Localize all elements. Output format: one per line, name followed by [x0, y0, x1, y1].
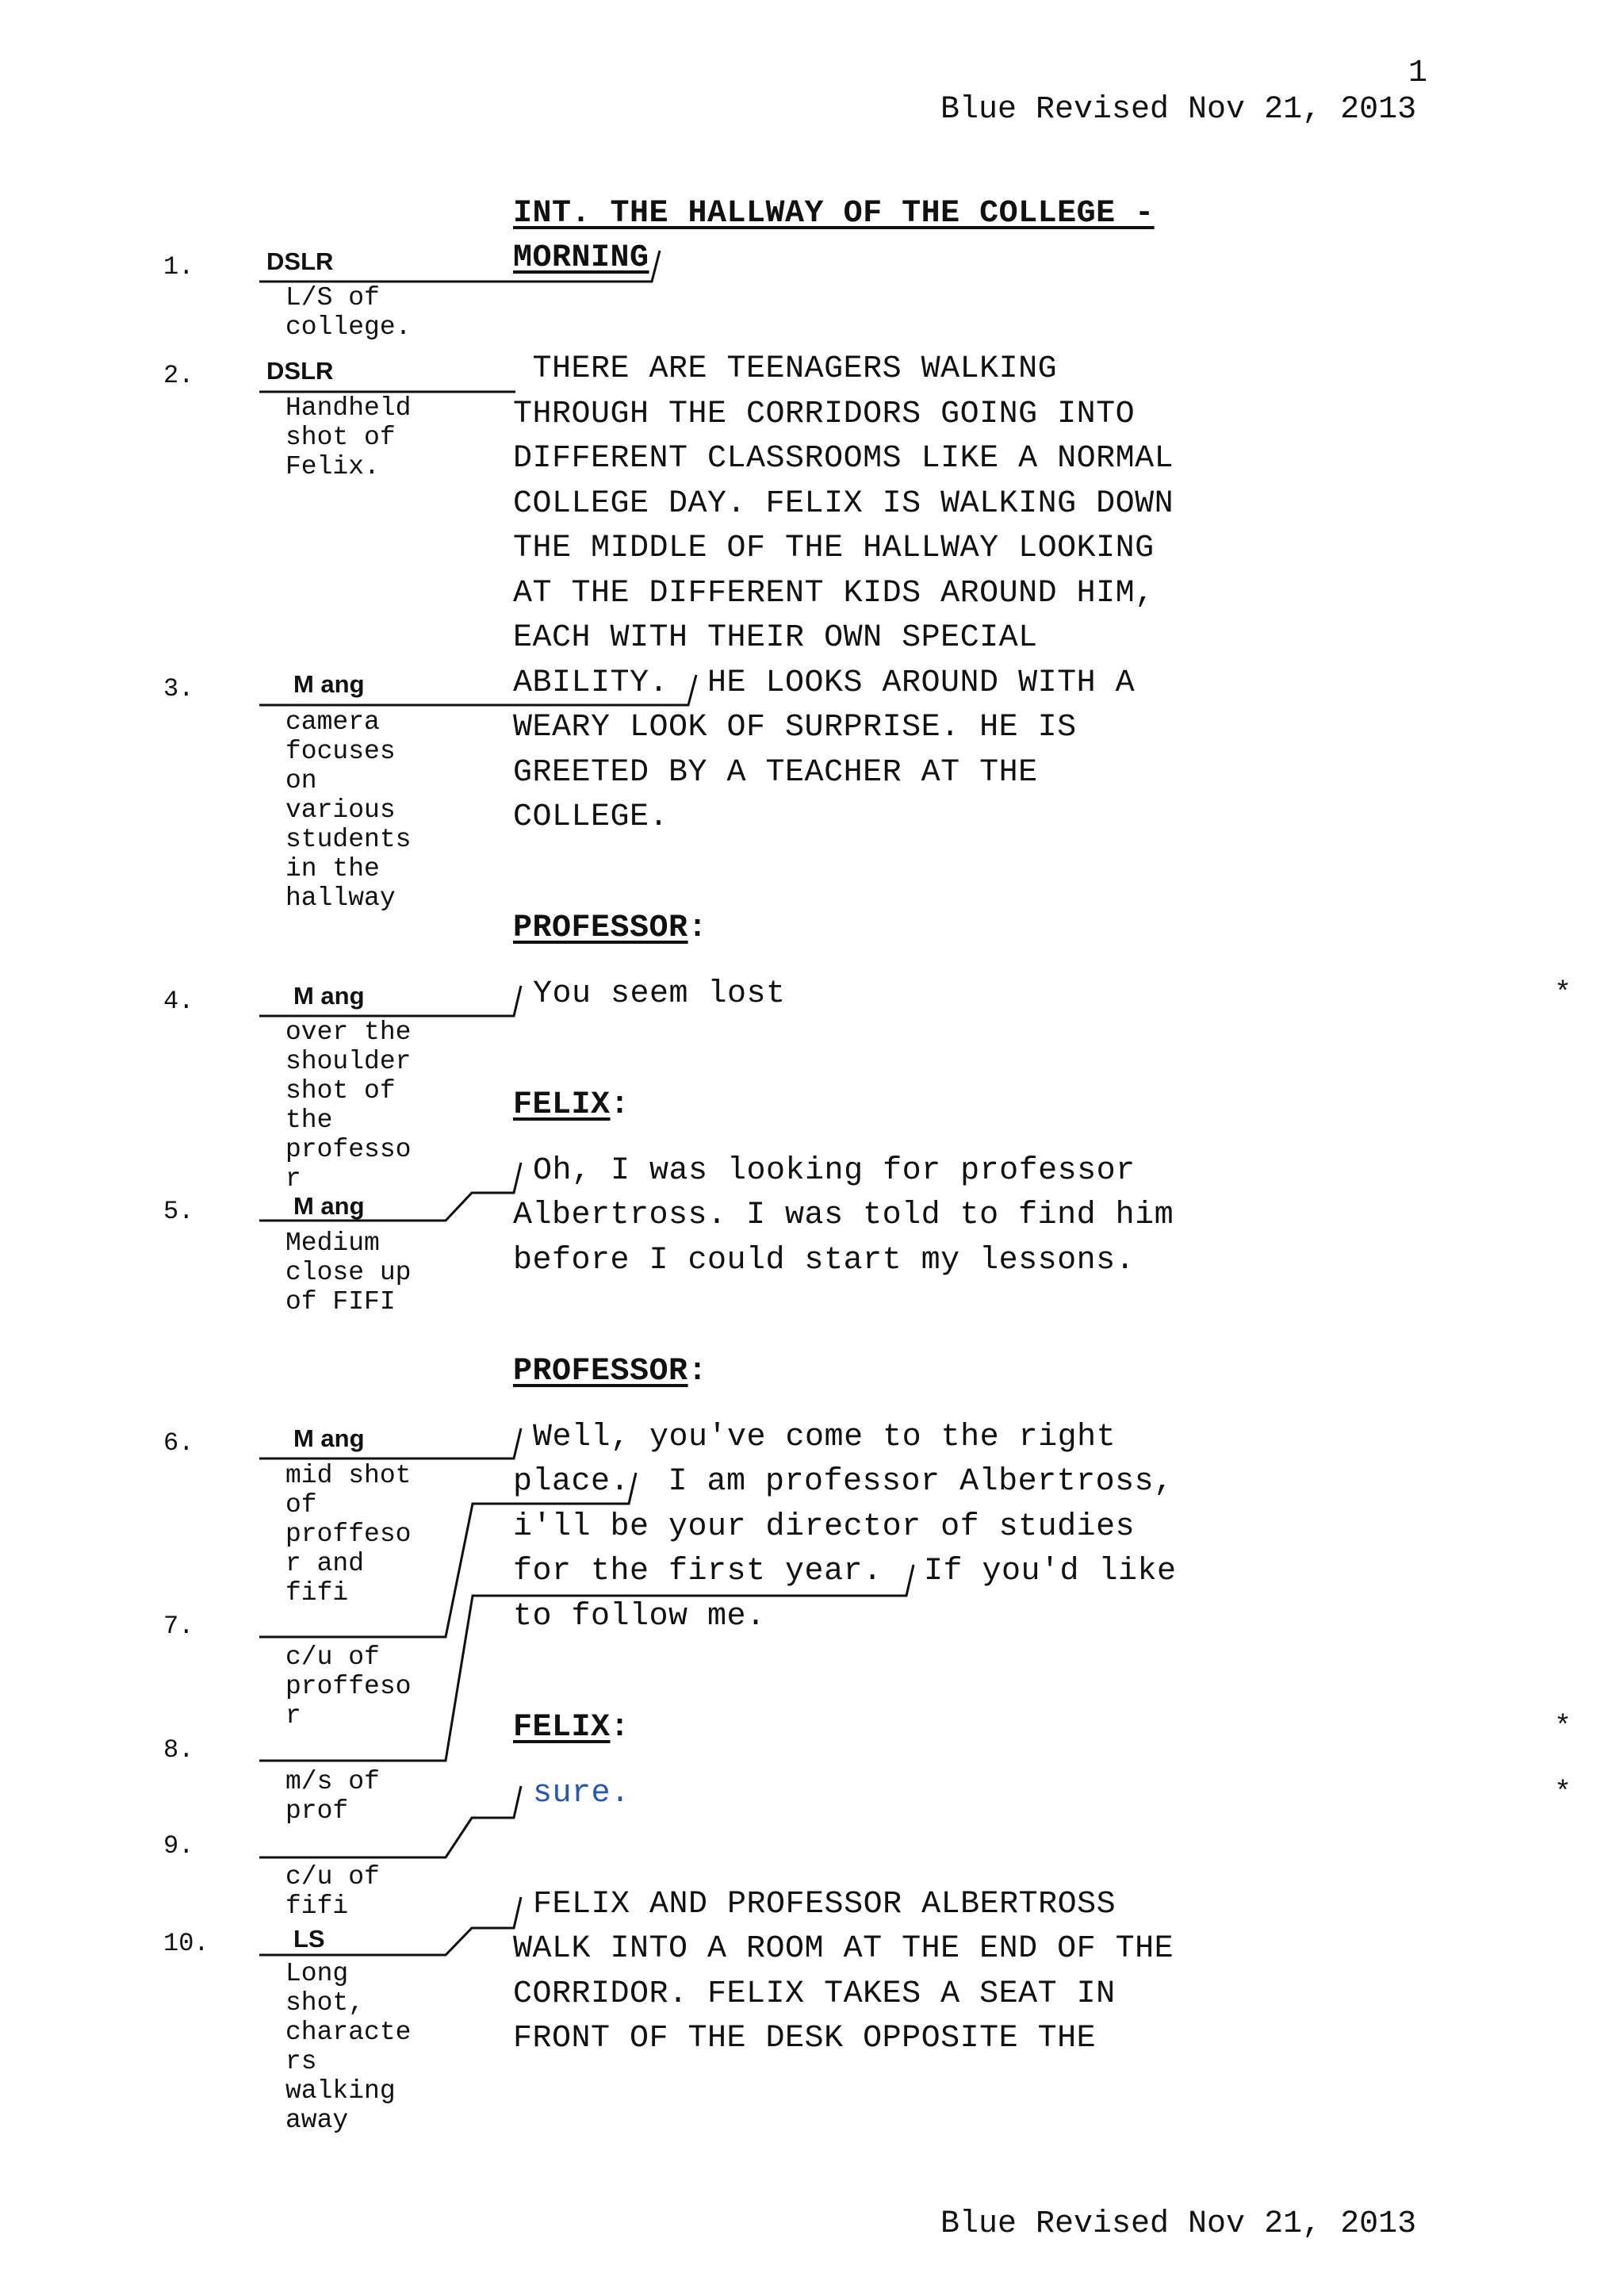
shot-type-4: M ang — [293, 982, 365, 1010]
dialogue-line: before I could start my lessons. — [513, 1243, 1136, 1278]
shot-number-8: 8. — [163, 1735, 194, 1765]
shot-description-4: over the shoulder shot of the professo r — [285, 1018, 412, 1194]
shot-number-4: 4. — [163, 987, 194, 1016]
shot-number-9: 9. — [163, 1831, 194, 1861]
scene-heading-line2: MORNING — [513, 240, 649, 276]
shot-number-2: 2. — [163, 361, 194, 390]
dialogue-line: You seem lost — [533, 976, 786, 1012]
revision-mark: * — [1554, 977, 1572, 1010]
dialogue-line-revised: sure. — [533, 1776, 630, 1811]
shot-description-6: mid shot of proffeso r and fifi — [285, 1461, 412, 1608]
action-line: COLLEGE. — [513, 799, 669, 835]
shot-type-2: DSLR — [266, 357, 334, 385]
action-line: FRONT OF THE DESK OPPOSITE THE — [513, 2021, 1097, 2056]
dialogue-line: i'll be your director of studies — [513, 1509, 1136, 1545]
action-line: COLLEGE DAY. FELIX IS WALKING DOWN — [513, 486, 1174, 522]
shot-description-1: L/S of college. — [285, 283, 412, 342]
shot-type-3: M ang — [293, 670, 365, 698]
shot-number-5: 5. — [163, 1197, 194, 1226]
action-line-split-before: ABILITY. — [513, 665, 669, 701]
action-line: WALK INTO A ROOM AT THE END OF THE — [513, 1931, 1174, 1967]
page-number: 1 — [1408, 56, 1428, 91]
character-name-professor: PROFESSOR: — [513, 1354, 708, 1389]
shot-number-10: 10. — [163, 1929, 209, 1958]
shot-description-3: camera focuses on various students in the hallway — [285, 707, 412, 913]
dialogue-line-part: place. — [513, 1464, 630, 1500]
dialogue-line-part: for the first year. — [513, 1554, 883, 1589]
action-line: THERE ARE TEENAGERS WALKING — [513, 351, 1058, 387]
action-line: AT THE DIFFERENT KIDS AROUND HIM, — [513, 576, 1155, 611]
shot-number-6: 6. — [163, 1428, 194, 1458]
shot-description-9: c/u of fifi — [285, 1862, 380, 1921]
action-line: EACH WITH THEIR OWN SPECIAL — [513, 620, 1038, 656]
shot-number-7: 7. — [163, 1612, 194, 1641]
action-line: WEARY LOOK OF SURPRISE. HE IS — [513, 710, 1077, 746]
scene-heading-line1: INT. THE HALLWAY OF THE COLLEGE - — [513, 196, 1155, 232]
shot-description-5: Medium close up of FIFI — [285, 1228, 412, 1317]
character-name-felix: FELIX: — [513, 1087, 630, 1123]
action-line-split-after: HE LOOKS AROUND WITH A — [707, 665, 1136, 701]
action-line: FELIX AND PROFESSOR ALBERTROSS — [533, 1887, 1116, 1922]
dialogue-line: Oh, I was looking for professor — [533, 1153, 1136, 1189]
shot-type-10: LS — [293, 1925, 325, 1953]
shot-number-3: 3. — [163, 674, 194, 703]
dialogue-line-part: If you'd like — [924, 1554, 1177, 1589]
character-name-felix: FELIX: — [513, 1710, 630, 1746]
character-name-professor: PROFESSOR: — [513, 910, 708, 946]
dialogue-line: Albertross. I was told to find him — [513, 1198, 1174, 1233]
shot-number-1: 1. — [163, 252, 194, 282]
revision-mark: * — [1554, 1777, 1572, 1809]
dialogue-line: to follow me. — [513, 1599, 766, 1635]
dialogue-line: Well, you've come to the right — [533, 1420, 1116, 1455]
shot-description-7: c/u of proffeso r — [285, 1642, 412, 1731]
shot-type-6: M ang — [293, 1424, 365, 1452]
shot-description-8: m/s of prof — [285, 1767, 380, 1826]
shot-description-2: Handheld shot of Felix. — [285, 393, 412, 481]
action-line: CORRIDOR. FELIX TAKES A SEAT IN — [513, 1976, 1116, 2012]
action-line: THROUGH THE CORRIDORS GOING INTO — [513, 397, 1136, 432]
action-line: THE MIDDLE OF THE HALLWAY LOOKING — [513, 531, 1155, 566]
revision-header: Blue Revised Nov 21, 2013 — [940, 92, 1417, 128]
shot-type-5: M ang — [293, 1192, 365, 1220]
shot-description-10: Long shot, characte rs walking away — [285, 1959, 412, 2135]
revision-mark: * — [1554, 1711, 1572, 1743]
action-line: GREETED BY A TEACHER AT THE — [513, 755, 1038, 791]
action-line: DIFFERENT CLASSROOMS LIKE A NORMAL — [513, 441, 1174, 477]
dialogue-line-part: I am professor Albertross, — [649, 1464, 1174, 1500]
shot-type-1: DSLR — [266, 247, 334, 275]
revision-footer: Blue Revised Nov 21, 2013 — [940, 2206, 1417, 2242]
